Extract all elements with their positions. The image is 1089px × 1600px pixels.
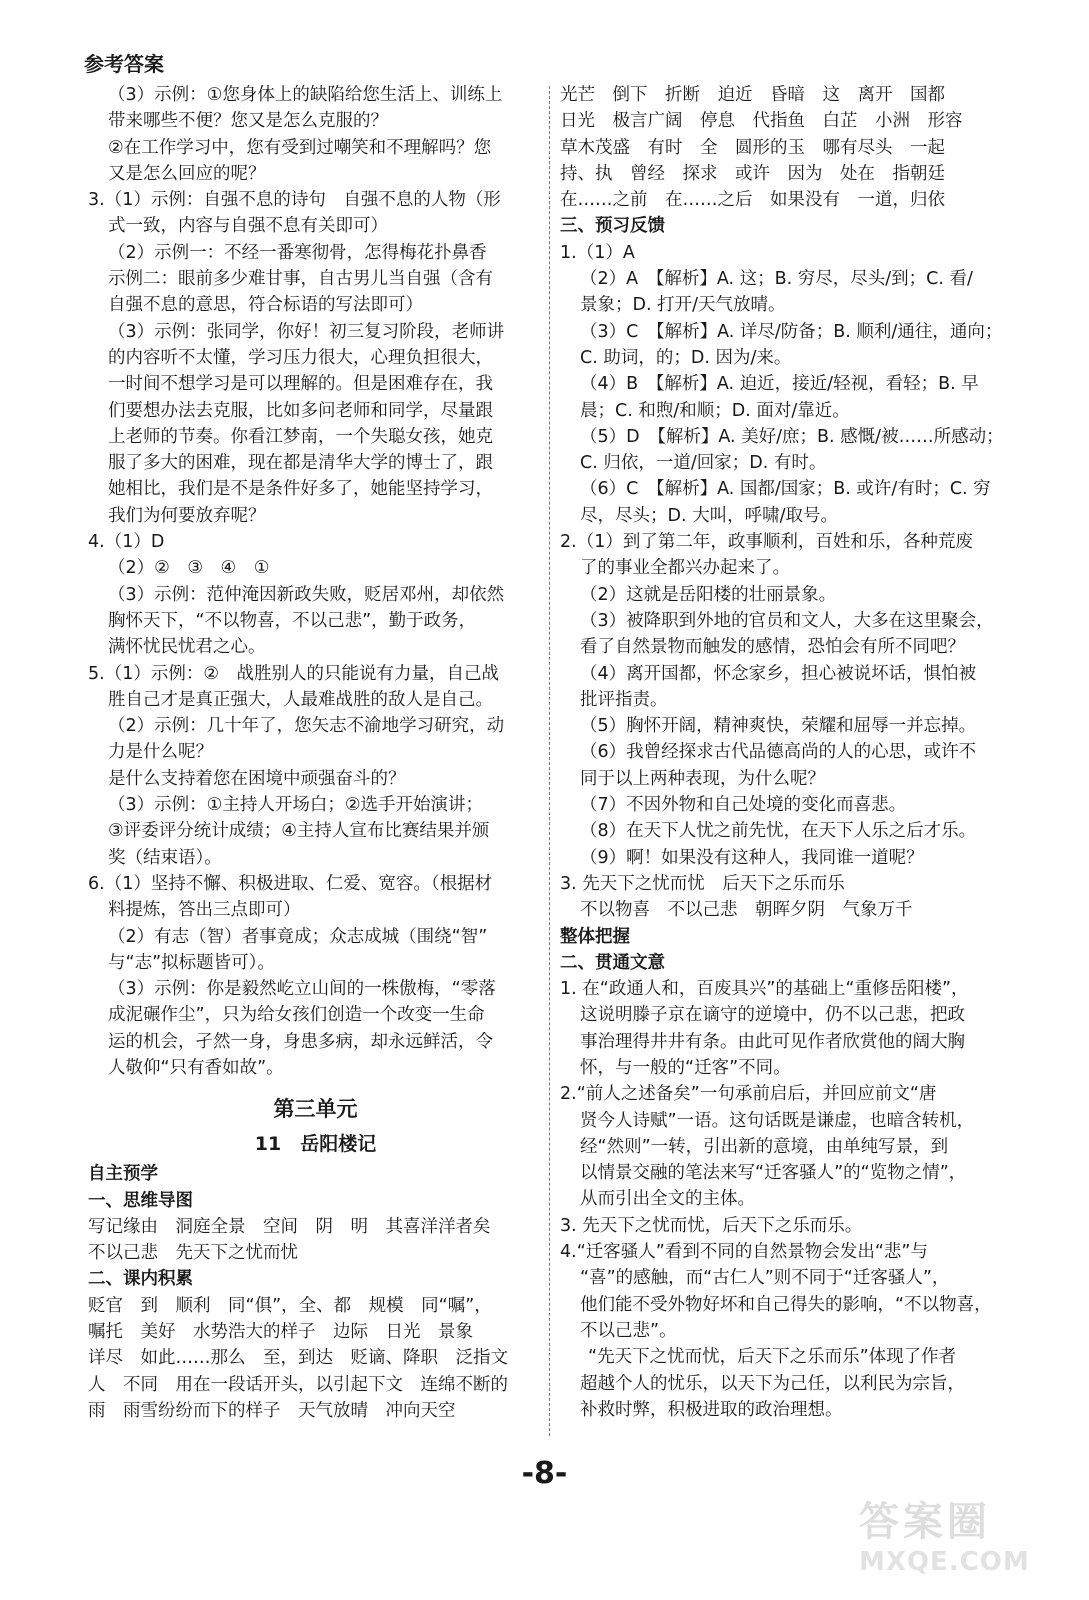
text-line: 胜自己才是真正强大，人最难战胜的敌人是自己。: [108, 689, 493, 710]
text-line: 看了自然景物而触发的感情，恐怕会有所不同吧？: [580, 637, 965, 658]
text-line: 式一致，内容与自强不息有关即可）: [108, 216, 388, 237]
text-line: 胸怀天下，“不以物喜，不以己悲”，勤于政务，: [108, 610, 477, 631]
lesson-title: 11 岳阳楼记: [254, 1133, 377, 1156]
text-line: 上老师的节奏。你看江梦南，一个失聪女孩，她克: [108, 426, 493, 447]
text-line: （3）示例：张同学，你好！初三复习阶段，老师讲: [108, 321, 505, 342]
right-answers: [560, 82, 1015, 1423]
text-line: （3）被降职到外地的官员和文人，大多在这里聚会，: [580, 610, 994, 631]
text-line: （4）B 【解析】A. 迫近，接近/轻视，看轻；B. 早: [580, 374, 979, 395]
section-heading: 三、预习反馈: [560, 216, 665, 237]
text-line: 经“然则”一转，引出新的意境，由单纯写景，到: [580, 1136, 949, 1157]
text-line: 3. 先天下之忧而忧，后天下之乐而乐。: [560, 1215, 863, 1236]
text-line: （2）A 【解析】A. 这；B. 穷尽，尽头/到；C. 看/: [580, 269, 973, 290]
text-line: （2）有志（智）者事竟成；众志成城（围绕“智”: [108, 926, 488, 947]
text-line: 在……之前 在……之后 如果没有 一道，归依: [560, 190, 945, 211]
text-line: （2）示例：几十年了，您矢志不渝地学习研究，动: [108, 716, 505, 737]
text-line: （3）示例：①主持人开场白；②选手开始演讲；: [108, 795, 484, 816]
text-line: ③评委评分统计成绩；④主持人宣布比赛结果并颁: [108, 821, 490, 842]
text-line: 嘱托 美好 水势浩大的样子 边际 日光 景象: [88, 1322, 473, 1343]
lesson-answers: [88, 1161, 543, 1424]
left-column: [88, 82, 543, 1424]
text-line: 3. 先天下之忧而忧 后天下之乐而乐: [560, 873, 845, 894]
text-line: （2）② ③ ④ ①: [108, 558, 270, 579]
text-line: 的内容听不太懂，学习压力很大，心理负担很大，: [108, 347, 493, 368]
text-line: （2）示例一：不经一番寒彻骨，怎得梅花扑鼻香: [108, 242, 487, 263]
text-line: 1.（1）A: [560, 242, 635, 263]
text-line: 服了多大的困难，现在都是清华大学的博士了，跟: [108, 453, 493, 474]
text-line: 了的事业全都兴办起来了。: [580, 558, 790, 579]
text-line: （6）C 【解析】A. 国都/国家；B. 或许/有时；C. 穷: [580, 479, 991, 500]
text-line: 同于以上两种表现，为什么呢？: [580, 768, 825, 789]
text-line: 6.（1）坚持不懈、积极进取、仁爱、宽容。（根据材: [88, 873, 493, 894]
text-line: （5）D 【解析】A. 美好/庶；B. 感慨/被……所感动；: [580, 426, 1004, 447]
text-line: 人敬仰“只有香如故”。: [108, 1057, 284, 1078]
watermark-url: MXQE.COM: [859, 1547, 1030, 1577]
text-line: 4.（1）D: [88, 532, 165, 553]
section-heading: 一、思维导图: [88, 1190, 193, 1211]
text-line: 雨 雨雪纷纷而下的样子 天气放晴 冲向天空: [88, 1400, 456, 1421]
text-line: 2.“前人之述备矣”一句承前启后，并回应前文“唐: [560, 1084, 937, 1105]
text-line: 写记缘由 洞庭全景 空间 阴 明 其喜洋洋者矣: [88, 1216, 491, 1237]
text-line: （5）胸怀开阔，精神爽快，荣耀和屈辱一并忘掉。: [580, 716, 977, 737]
text-line: （6）我曾经探求古代品德高尚的人的心思，或许不: [580, 742, 977, 763]
text-line: 1. 在“政通人和，百废具兴”的基础上“重修岳阳楼”，: [560, 979, 969, 1000]
text-line: 详尽 如此……那么 至，到达 贬谪、降职 泛指文: [88, 1348, 508, 1369]
text-line: 这说明滕子京在谪守的逆境中，仍不以己悲，把政: [580, 1005, 965, 1026]
text-line: 运的机会，孑然一身，身患多病，却永远鲜活，令: [108, 1031, 493, 1052]
text-line: “喜”的感触，而“古仁人”则不同于“迁客骚人”，: [580, 1268, 950, 1289]
text-line: 不以己悲 先天下之忧而忧: [88, 1243, 298, 1264]
text-line: 超越个人的忧乐，以天下为己任，以利民为宗旨，: [580, 1373, 965, 1394]
text-line: （9）啊！如果没有这种人，我同谁一道呢？: [580, 847, 924, 868]
text-line: 带来哪些不便？您又是怎么克服的？: [108, 111, 388, 132]
text-line: 事治理得井井有条。由此可见作者欣赏他的阔大胸: [580, 1031, 965, 1052]
text-line: 怀，与一般的“迁客”不同。: [580, 1057, 791, 1078]
text-line: C. 归依，一道/回家；D. 有时。: [580, 453, 827, 474]
text-line: 成泥碾作尘”，只为给女孩们创造一个改变一生命: [108, 1005, 485, 1026]
right-column: [560, 82, 1015, 1423]
text-line: 景象；D. 打开/天气放晴。: [580, 295, 786, 316]
page-number: -8-: [521, 1456, 568, 1491]
text-line: “先天下之忧而忧，后天下之乐而乐”体现了作者: [588, 1347, 957, 1368]
text-line: 与“志”拟标题皆可）。: [108, 952, 275, 973]
text-line: 光芒 倒下 折断 迫近 昏暗 这 离开 国都: [560, 85, 945, 105]
text-line: 尽，尽头；D. 大叫，呼啸/取号。: [580, 505, 838, 526]
text-line: 3.（1）示例：自强不息的诗句 自强不息的人物（形: [88, 190, 501, 211]
text-line: 从而引出全文的主体。: [580, 1189, 755, 1210]
text-line: （3）C 【解析】A. 详尽/防备；B. 顺利/通往，通向；: [580, 321, 1003, 342]
text-line: 晨；C. 和煦/和顺；D. 面对/靠近。: [580, 400, 850, 421]
text-line: 批评指责。: [580, 689, 668, 710]
left-answers: [88, 82, 543, 1081]
text-line: 4.“迁客骚人”看到不同的自然景物会发出“悲”与: [560, 1242, 928, 1263]
text-line: 我们为何要放弃呢？: [108, 505, 266, 526]
text-line: 示例二：眼前多少难甘事，自古男儿当自强（含有: [108, 269, 493, 290]
text-line: （8）在天下人忧之前先忧，在天下人乐之后才乐。: [580, 821, 977, 842]
text-line: 料提炼，答出三点即可）: [108, 900, 301, 921]
text-line: 他们能不受外物好坏和自己得失的影响，“不以物喜，: [580, 1294, 992, 1315]
text-line: 不以物喜 不以己悲 朝晖夕阴 气象万千: [580, 900, 913, 921]
text-line: 补救时弊，积极进取的政治理想。: [580, 1399, 843, 1420]
text-line: 又是怎么回应的呢？: [108, 163, 266, 184]
section-heading: 二、课内积累: [88, 1269, 193, 1290]
text-line: （4）离开国都，怀念家乡，担心被说坏话，惧怕被: [580, 663, 977, 684]
text-line: 草木茂盛 有时 全 圆形的玉 哪有尽头 一起: [560, 137, 945, 158]
text-line: ②在工作学习中，您有受到过嘲笑和不理解吗？您: [108, 137, 492, 158]
section-heading: 整体把握: [560, 926, 630, 947]
text-line: 贬官 到 顺利 同“俱”，全、都 规模 同“嘱”，: [88, 1295, 492, 1316]
text-line: （7）不因外物和自己处境的变化而喜悲。: [580, 795, 907, 816]
text-line: 5.（1）示例：② 战胜别人的只能说有力量，自己战: [88, 663, 500, 684]
text-line: 一时间不想学习是可以理解的。但是困难存在，我: [108, 374, 493, 395]
watermark-text: 答案圈: [859, 1499, 991, 1545]
text-line: 自强不息的意思，符合标语的写法即可）: [108, 295, 423, 316]
column-divider: [549, 86, 550, 1436]
text-line: 2.（1）到了第二年，政事顺利，百姓和乐，各种荒废: [560, 532, 973, 553]
text-line: 是什么支持着您在困境中顽强奋斗的？: [108, 768, 406, 789]
text-line: （3）示例：你是毅然屹立山间的一株傲梅，“零落: [108, 979, 496, 1000]
text-line: 不以己悲”。: [580, 1320, 677, 1341]
text-line: 人 不同 用在一段话开头，以引起下文 连绵不断的: [88, 1374, 508, 1395]
text-line: （2）这就是岳阳楼的壮丽景象。: [580, 584, 837, 605]
page-header: 参考答案: [84, 52, 164, 76]
watermark-logo: [859, 1490, 1059, 1582]
unit-title: 第三单元: [273, 1097, 358, 1122]
text-line: 贤今人诗赋”一语。这句话既是谦虚，也暗含转机，: [580, 1110, 975, 1131]
text-line: 她相比，我们是不是条件好多了，她能坚持学习，: [108, 479, 493, 500]
section-heading: 二、贯通文意: [560, 952, 665, 973]
text-line: 满怀忧民忧君之心。: [108, 637, 266, 658]
text-line: 们要想办法去克服，比如多问老师和同学，尽量跟: [108, 400, 493, 421]
text-line: 日光 极言广阔 停息 代指鱼 白芷 小洲 形容: [560, 111, 963, 132]
text-line: 奖（结束语）。: [108, 847, 222, 868]
text-line: C. 助词，的；D. 因为/来。: [580, 347, 792, 368]
text-line: 力是什么呢？: [108, 742, 213, 763]
section-heading: 自主预学: [88, 1164, 158, 1185]
text-line: （3）示例：范仲淹因新政失败，贬居邓州，却依然: [108, 584, 505, 605]
text-line: 持、执 曾经 探求 或许 因为 处在 指朝廷: [560, 163, 945, 184]
text-line: 以情景交融的笔法来写“迁客骚人”的“览物之情”，: [580, 1163, 967, 1184]
text-line: （3）示例：①您身体上的缺陷给您生活上、训练上: [108, 85, 503, 105]
